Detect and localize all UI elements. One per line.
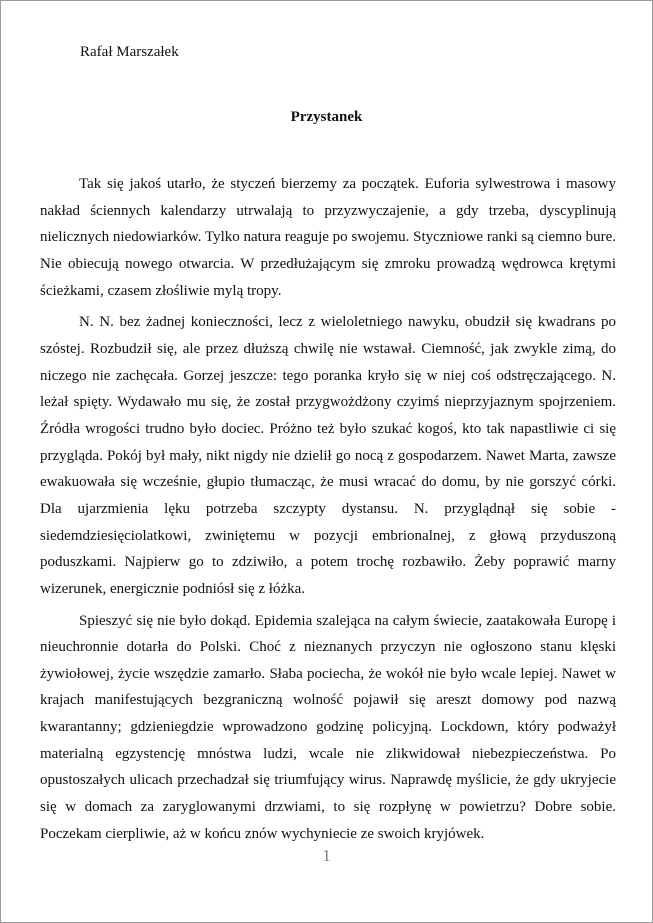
paragraph: Spieszyć się nie było dokąd. Epidemia szalejąca na całym świecie, zaatakowała Europę i nieuchronnie dotarła do Polski. Choć z nieznanych przyczyn nie ogłoszono stanu klęski żywiołowej, życie wszędzie zamarło. Słaba pociecha, że wokół nie było wcale lepiej. Nawet w krajach manifestujących bezgraniczną wolność pojawił się areszt domowy pod nazwą kwarantanny; gdzieniegdzie wprowadzono godzinę policyjną. Lockdown, który podważył materialną egzystencję mnóstwa ludzi, wcale nie zlikwidował niebezpieczeństwa. Po opustoszałych ulicach przechadzał się triumfujący wirus. Naprawdę myślicie, że gdy ukryjecie się w domach za zaryglowanymi drzwiami, to się rozpłynę w powietrzu? Dobre sobie. Poczekam cierpliwie, aż w końcu znów wychyniecie ze swoich kryjówek. bbox=[40, 612, 616, 842]
paragraph: N. N. bez żadnej konieczności, lecz z wieloletniego nawyku, obudził się kwadrans po szóstej. Rozbudził się, ale przez dłuższą chwilę nie wstawał. Ciemność, jak zwykle zimą, do niczego nie zachęcała. Gorzej jeszcze: tego poranka kryło się w niej coś odstręczającego. N. leżał spięty. Wydawało mu się, że został przygwożdżony czyimś nieprzyjaznym spojrzeniem. Źródła wrogości trudno było dociec. Próżno też było szukać kogoś, kto tak napastliwie ci się przygląda. Pokój był mały, nikt nigdy nie dzielił go nocą z gospodarzem. Nawet Marta, zawsze ewakuowała się wcześnie, głupio tłumacząc, że musi wracać do domu, by nie gorszyć córki. Dla ujarzmienia lęku potrzeba szczypty dystansu. N. przyglądnął się sobie - siedemdziesięciolatkowi, zwiniętemu w pozycji embrionalnej, z głową przyduszoną poduszkami. Najpierw go to zdziwiło, a potem trochę rozbawiło. Żeby poprawić marny wizerunek, energicznie podniósł się z łóżka. bbox=[40, 314, 616, 597]
body-text bbox=[40, 171, 616, 852]
page-number: 1 bbox=[322, 846, 331, 865]
author-name: Rafał Marszałek bbox=[80, 44, 179, 60]
paragraph: Tak się jakoś utarło, że styczeń bierzemy za początek. Euforia sylwestrowa i masowy nakład ściennych kalendarzy utrwalają to przyzwyczajenie, a gdy trzeba, dyscyplinują nielicznych niedowiarków. Tylko natura reaguje po swojemu. Styczniowe ranki są ciemno bure. Nie obiecują nowego otwarcia. W przedłużającym się zmroku prowadzą wędrowca krętymi ścieżkami, czasem złośliwie mylą tropy. bbox=[40, 176, 616, 299]
document-title: Przystanek bbox=[290, 109, 363, 125]
